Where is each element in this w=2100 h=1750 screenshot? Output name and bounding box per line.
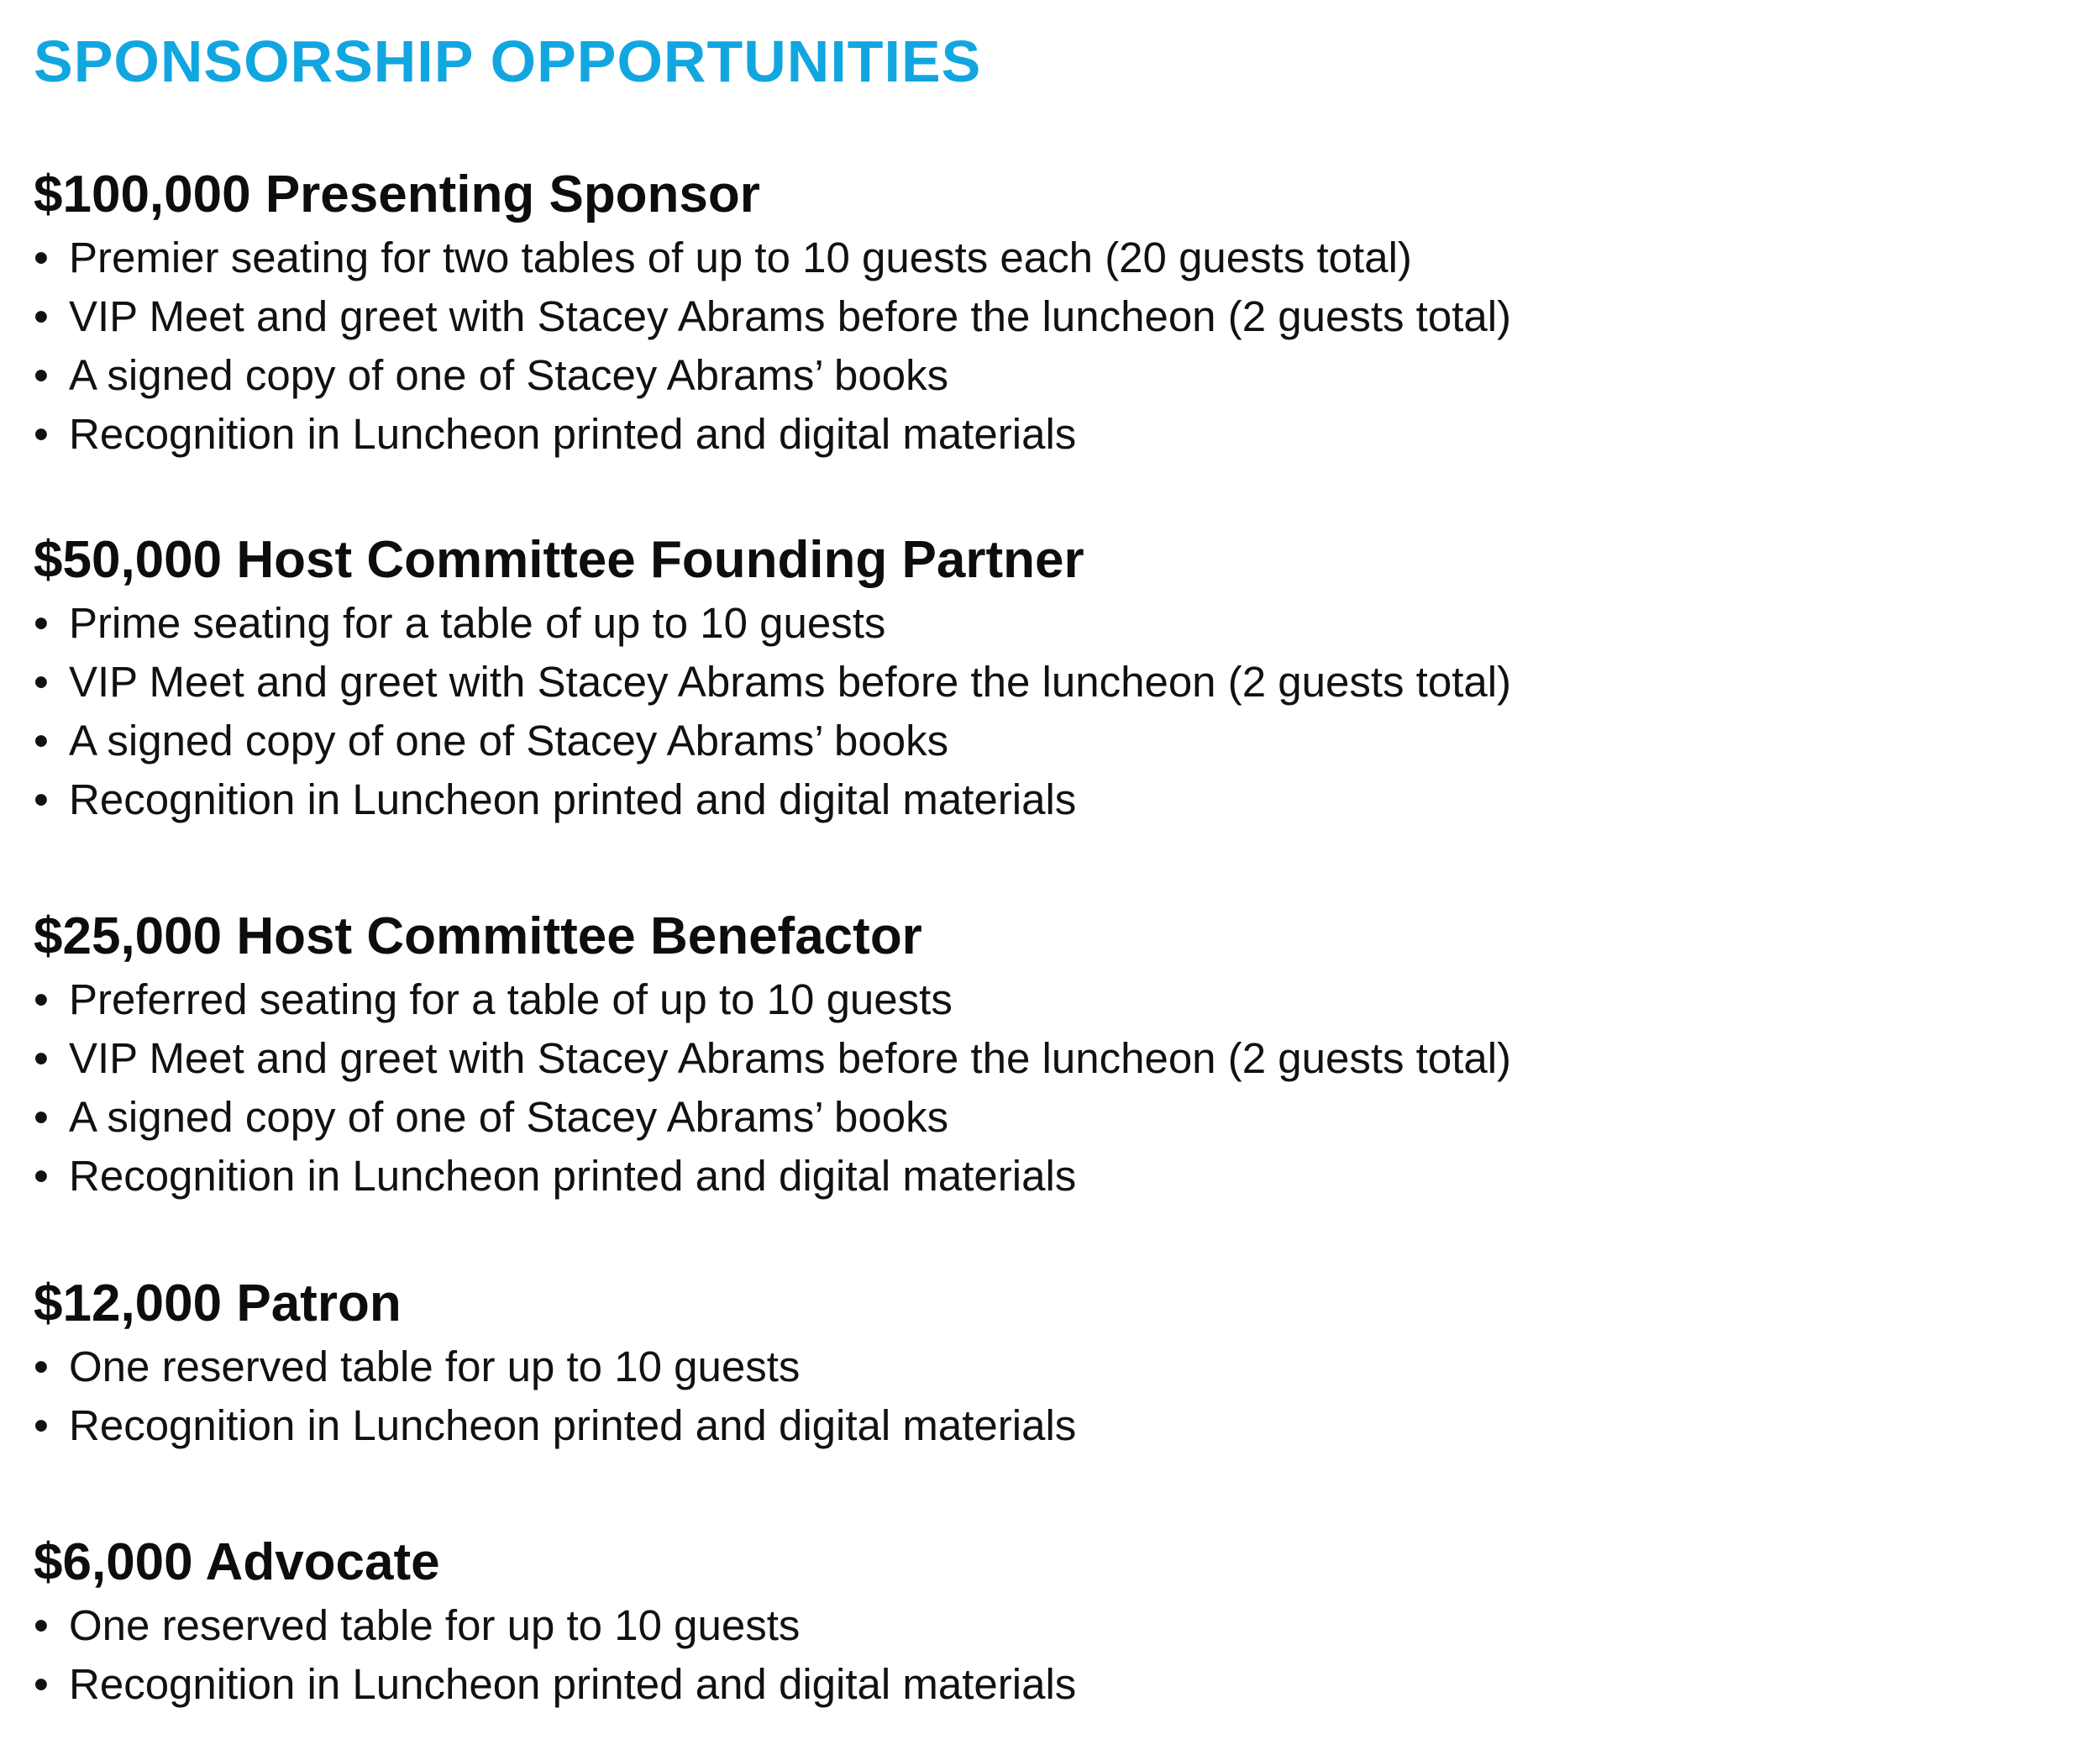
benefit-text: A signed copy of one of Stacey Abrams’ books (69, 717, 949, 765)
list-item (34, 1396, 2050, 1455)
bullet-icon: • (34, 658, 49, 706)
benefit-text: Preferred seating for a table of up to 10 guests (69, 975, 953, 1023)
bullet-icon: • (34, 1601, 49, 1649)
list-item (34, 346, 2050, 405)
tier-heading: $12,000 Patron (34, 1274, 402, 1332)
bullet-icon: • (34, 1401, 49, 1449)
benefit-text: Recognition in Luncheon printed and digital materials (69, 775, 1077, 823)
list-item (34, 1596, 2050, 1655)
benefit-list (34, 1596, 2050, 1714)
tier-heading: $100,000 Presenting Sponsor (34, 166, 760, 223)
benefit-text: A signed copy of one of Stacey Abrams’ books (69, 1093, 949, 1141)
tier-heading: $50,000 Host Committee Founding Partner (34, 531, 1084, 589)
bullet-icon: • (34, 717, 49, 765)
list-item (34, 405, 2050, 464)
list-item (34, 1088, 2050, 1147)
list-item (34, 970, 2050, 1029)
bullet-icon: • (34, 292, 49, 340)
list-item (34, 594, 2050, 653)
bullet-icon: • (34, 1660, 49, 1708)
bullet-icon: • (34, 775, 49, 823)
benefit-list (34, 229, 2050, 464)
list-item (34, 1147, 2050, 1206)
benefit-list (34, 970, 2050, 1206)
bullet-icon: • (34, 351, 49, 399)
bullet-icon: • (34, 1343, 49, 1390)
benefit-text: Prime seating for a table of up to 10 guests (69, 599, 886, 647)
list-item (34, 712, 2050, 770)
tier-patron (34, 1270, 2050, 1455)
bullet-icon: • (34, 1152, 49, 1200)
benefit-text: Recognition in Luncheon printed and digital materials (69, 1401, 1077, 1449)
benefit-text: A signed copy of one of Stacey Abrams’ books (69, 351, 949, 399)
tier-benefactor (34, 903, 2050, 1206)
bullet-icon: • (34, 1093, 49, 1141)
benefit-text: One reserved table for up to 10 guests (69, 1601, 801, 1649)
benefit-text: VIP Meet and greet with Stacey Abrams before the luncheon (2 guests total) (69, 292, 1512, 340)
page-title: SPONSORSHIP OPPORTUNITIES (34, 29, 982, 94)
list-item (34, 1337, 2050, 1396)
list-item (34, 1655, 2050, 1714)
benefit-list (34, 594, 2050, 829)
tier-heading: $6,000 Advocate (34, 1533, 440, 1591)
tier-advocate (34, 1529, 2050, 1714)
bullet-icon: • (34, 234, 49, 281)
tier-heading: $25,000 Host Committee Benefactor (34, 907, 922, 965)
benefit-text: Recognition in Luncheon printed and digital materials (69, 410, 1077, 458)
benefit-text: VIP Meet and greet with Stacey Abrams before the luncheon (2 guests total) (69, 1034, 1512, 1082)
benefit-text: Premier seating for two tables of up to 10 guests each (20 guests total) (69, 234, 1412, 281)
benefit-text: VIP Meet and greet with Stacey Abrams before the luncheon (2 guests total) (69, 658, 1512, 706)
bullet-icon: • (34, 975, 49, 1023)
benefit-text: Recognition in Luncheon printed and digital materials (69, 1660, 1077, 1708)
benefit-list (34, 1337, 2050, 1455)
list-item (34, 229, 2050, 287)
benefit-text: One reserved table for up to 10 guests (69, 1343, 801, 1390)
list-item (34, 653, 2050, 712)
tier-founding-partner (34, 527, 2050, 829)
list-item (34, 770, 2050, 829)
bullet-icon: • (34, 1034, 49, 1082)
list-item (34, 287, 2050, 346)
bullet-icon: • (34, 410, 49, 458)
tier-presenting-sponsor (34, 161, 2050, 464)
benefit-text: Recognition in Luncheon printed and digital materials (69, 1152, 1077, 1200)
list-item (34, 1029, 2050, 1088)
bullet-icon: • (34, 599, 49, 647)
